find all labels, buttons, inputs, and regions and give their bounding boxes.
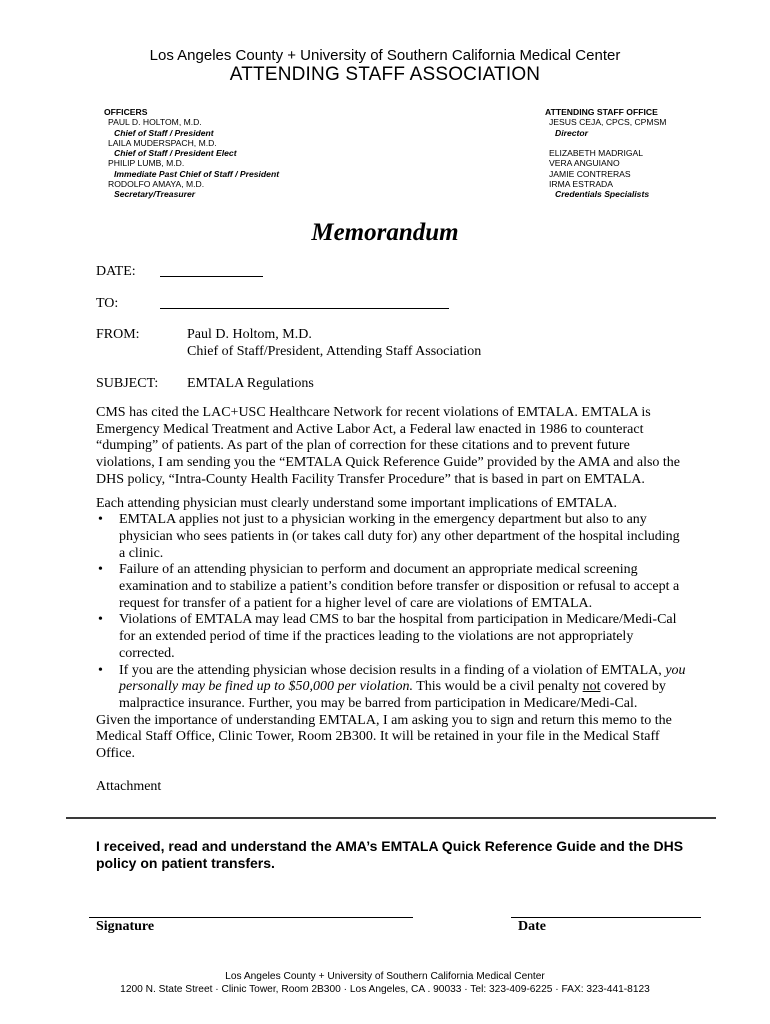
- signature-label: Signature: [96, 919, 155, 934]
- association-title: ATTENDING STAFF ASSOCIATION: [229, 64, 541, 85]
- bullet-icon: •: [98, 562, 103, 578]
- date-sign-line[interactable]: [511, 917, 701, 918]
- closing-paragraph: Given the importance of understanding EMTALA, I am asking you to sign and return this memo to the Medical Staff Office, Clinic Tower, Room 2B300. It will be retained in your file in the Medical Staff Office.: [96, 712, 672, 762]
- memo-body: [96, 405, 686, 795]
- subject-text: EMTALA Regulations: [187, 376, 314, 391]
- officer-name: PHILIP LUMB, M.D.: [108, 158, 185, 169]
- intro-paragraph: CMS has cited the LAC+USC Healthcare Network for recent violations of EMTALA. EMTALA is Emergency Medical Treatment and Active Labor Act, a Federal law enacted in 1986 to counteract “dumping” of patients. As part of the plan of correction for these citations and to prevent future violations, I am sending you the “EMTALA Quick Reference Guide” provided by the AMA and also the DHS policy, “Intra-County Health Facility Transfer Procedure” that is based in part on EMTALA.: [96, 405, 681, 487]
- from-label: FROM:: [96, 327, 140, 342]
- to-label: TO:: [96, 296, 119, 311]
- list-item: [96, 663, 686, 713]
- specialist-name: IRMA ESTRADA: [549, 179, 613, 190]
- staff-office-heading: ATTENDING STAFF OFFICE: [545, 107, 658, 117]
- specialists-role: Credentials Specialists: [555, 189, 650, 200]
- specialist-name: JAMIE CONTRERAS: [549, 168, 631, 179]
- officers-heading: OFFICERS: [104, 107, 148, 117]
- from-title: Chief of Staff/President, Attending Staff Association: [187, 344, 482, 359]
- bullet-icon: •: [98, 512, 103, 528]
- date-sign-label: Date: [518, 919, 546, 934]
- section-divider: [66, 817, 716, 819]
- list-item-text: If you are the attending physician whose decision results in a finding of a violation of EMTALA,: [119, 662, 666, 678]
- officer-role: Secretary/Treasurer: [114, 189, 196, 200]
- date-blank-line: [160, 276, 263, 277]
- list-item: [96, 612, 686, 662]
- officer-role: Chief of Staff / President Elect: [114, 148, 237, 159]
- to-blank-line: [160, 308, 449, 309]
- list-item-text: EMTALA applies not just to a physician working in the emergency department but also to any physician who sees patients in (or takes call duty for) any other department of the hospital including a clinic.: [119, 512, 680, 561]
- bullet-icon: •: [98, 612, 103, 628]
- signature-line[interactable]: [89, 917, 413, 918]
- list-item: [96, 562, 686, 612]
- bullet-icon: •: [98, 662, 103, 678]
- from-name: Paul D. Holtom, M.D.: [187, 327, 312, 342]
- acknowledgement-text: I received, read and understand the AMA’s EMTALA Quick Reference Guide and the DHS policy on patient transfers.: [96, 838, 684, 871]
- footer-institution: Los Angeles County + University of Southern California Medical Center: [225, 971, 545, 982]
- director-name: JESUS CEJA, CPCS, CPMSM: [549, 117, 667, 128]
- officer-name: LAILA MUDERSPACH, M.D.: [108, 137, 217, 148]
- staff-office-list: [545, 107, 666, 200]
- specialist-name: ELIZABETH MADRIGAL: [549, 148, 644, 159]
- officer-role: Chief of Staff / President: [114, 127, 214, 138]
- list-item-text: This would be a civil penalty: [412, 679, 583, 695]
- specialist-name: VERA ANGUIANO: [549, 158, 620, 169]
- fine-warning: you personally may be fined up to $50,000 per violation.: [119, 662, 686, 695]
- list-item-text: Violations of EMTALA may lead CMS to bar the hospital from participation in Medicare/Medi-Cal for an extended period of time if the practices leading to the violations are not appropriately corrected.: [119, 612, 677, 661]
- institution-header: Los Angeles County + University of Southern California Medical Center: [149, 47, 621, 64]
- list-item: [96, 512, 686, 562]
- director-role: Director: [555, 127, 588, 138]
- lead-paragraph: Each attending physician must clearly understand some important implications of EMTALA.: [96, 495, 618, 511]
- memo-title: Memorandum: [311, 219, 459, 246]
- date-label: DATE:: [96, 264, 136, 279]
- implications-list: [96, 512, 686, 712]
- officer-name: RODOLFO AMAYA, M.D.: [108, 179, 205, 190]
- officer-name: PAUL D. HOLTOM, M.D.: [108, 117, 202, 128]
- list-item-text: Failure of an attending physician to perform and document an appropriate medical screening examination and to stabilize a patient’s condition before transfer or disposition or refusal to accept a request for transfer of a patient for a higher level of care are violations of EMTALA.: [119, 562, 680, 611]
- officer-role: Immediate Past Chief of Staff / President: [114, 168, 280, 179]
- not-underlined: not: [582, 679, 601, 695]
- subject-label: SUBJECT:: [96, 376, 159, 391]
- footer-address: 1200 N. State Street · Clinic Tower, Room 2B300 · Los Angeles, CA . 90033 · Tel: 323-409-6225 · FAX: 323-441-8123: [120, 984, 650, 995]
- officers-list: [104, 107, 279, 200]
- list-item-text: covered by malpractice insurance. Further, you may be barred from participation in Medicare/Medi-Cal.: [119, 679, 666, 711]
- attachment-note: Attachment: [96, 778, 162, 794]
